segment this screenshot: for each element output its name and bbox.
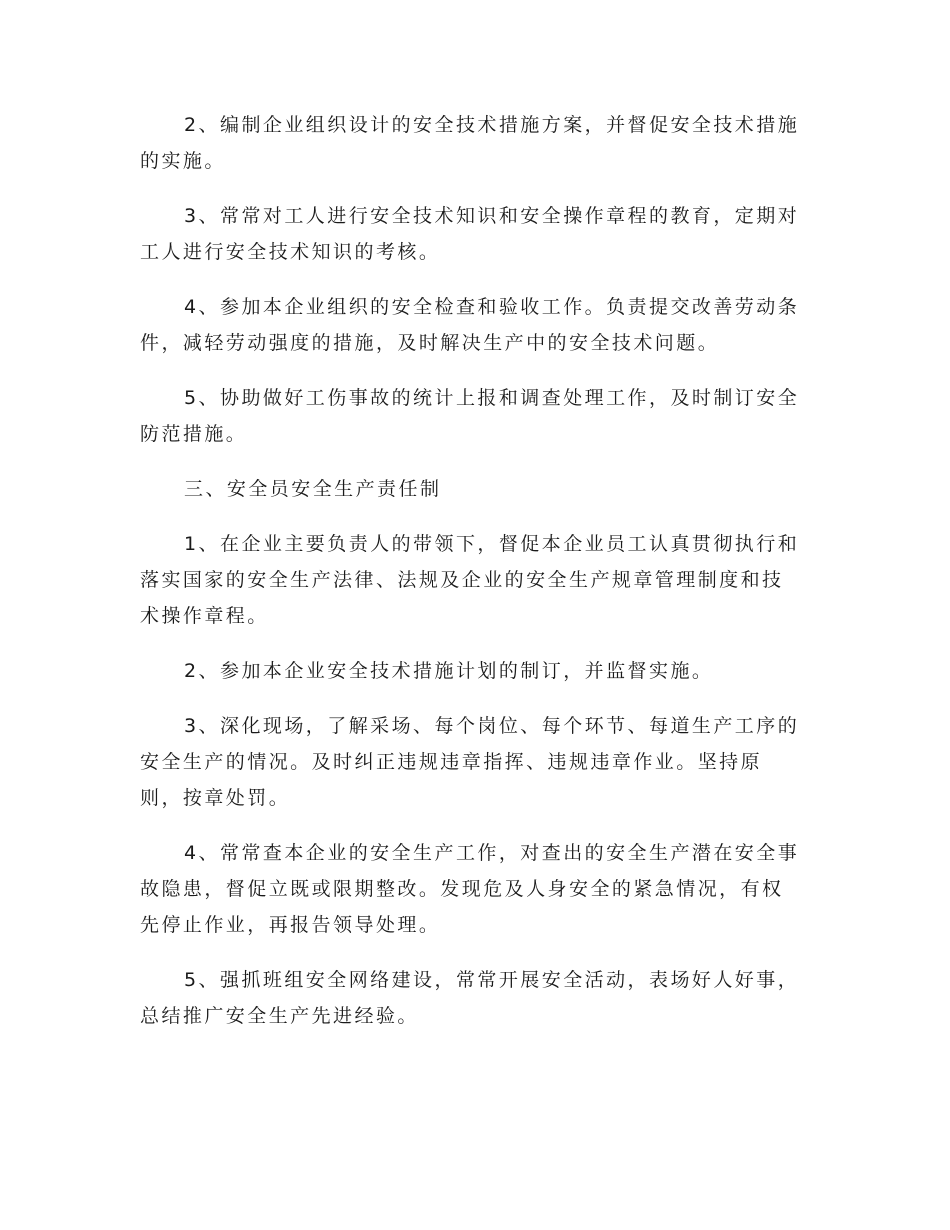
paragraph-line: 防范措施。 <box>140 423 248 445</box>
section-heading-safety-officer <box>140 471 806 507</box>
paragraph-line: 安全生产的情况。及时纠正违规违章指挥、违规违章作业。坚持原 <box>140 751 763 773</box>
paragraph-line: 则，按章处罚。 <box>140 787 291 809</box>
paragraph-item-5-team-safety-network <box>140 962 806 1034</box>
paragraph-line: 3、深化现场，了解采场、每个岗位、每个环节、每道生产工序的 <box>184 715 800 737</box>
paragraph-line: 总结推广安全生产先进经验。 <box>140 1005 419 1027</box>
paragraph-line: 落实国家的安全生产法律、法规及企业的安全生产规章管理制度和技 <box>140 569 784 591</box>
paragraph-line: 工人进行安全技术知识的考核。 <box>140 241 441 263</box>
paragraph-line: 2、编制企业组织设计的安全技术措施方案，并督促安全技术措施 <box>184 114 800 136</box>
paragraph-line: 1、在企业主要负责人的带领下，督促本企业员工认真贯彻执行和 <box>184 533 800 555</box>
paragraph-line: 4、常常查本企业的安全生产工作，对查出的安全生产潜在安全事 <box>184 842 800 864</box>
paragraph-line: 故隐患，督促立既或限期整改。发现危及人身安全的紧急情况，有权 <box>140 878 784 900</box>
paragraph-item-3-worker-education <box>140 198 806 270</box>
section-heading-text: 三、安全员安全生产责任制 <box>184 478 442 500</box>
paragraph-item-2-measures-plan <box>140 653 806 689</box>
paragraph-item-2-supervise-technical-measures <box>140 107 806 179</box>
paragraph-line: 4、参加本企业组织的安全检查和验收工作。负责提交改善劳动条 <box>184 296 800 318</box>
paragraph-line: 3、常常对工人进行安全技术知识和安全操作章程的教育，定期对 <box>184 205 800 227</box>
document-body <box>140 107 806 1053</box>
paragraph-line: 件，减轻劳动强度的措施，及时解决生产中的安全技术问题。 <box>140 332 720 354</box>
paragraph-item-3-site-inspection <box>140 708 806 816</box>
paragraph-item-4-hazard-rectification <box>140 835 806 943</box>
paragraph-line: 5、强抓班组安全网络建设，常常开展安全活动，表场好人好事， <box>184 969 800 991</box>
paragraph-item-5-accident-statistics <box>140 380 806 452</box>
paragraph-line: 的实施。 <box>140 150 226 172</box>
paragraph-line: 5、协助做好工伤事故的统计上报和调查处理工作，及时制订安全 <box>184 387 800 409</box>
paragraph-line: 先停止作业，再报告领导处理。 <box>140 914 441 936</box>
paragraph-line: 2、参加本企业安全技术措施计划的制订，并监督实施。 <box>184 660 714 682</box>
paragraph-line: 术操作章程。 <box>140 605 269 627</box>
paragraph-item-1-implement-regulations <box>140 526 806 634</box>
paragraph-item-4-inspection-acceptance <box>140 289 806 361</box>
